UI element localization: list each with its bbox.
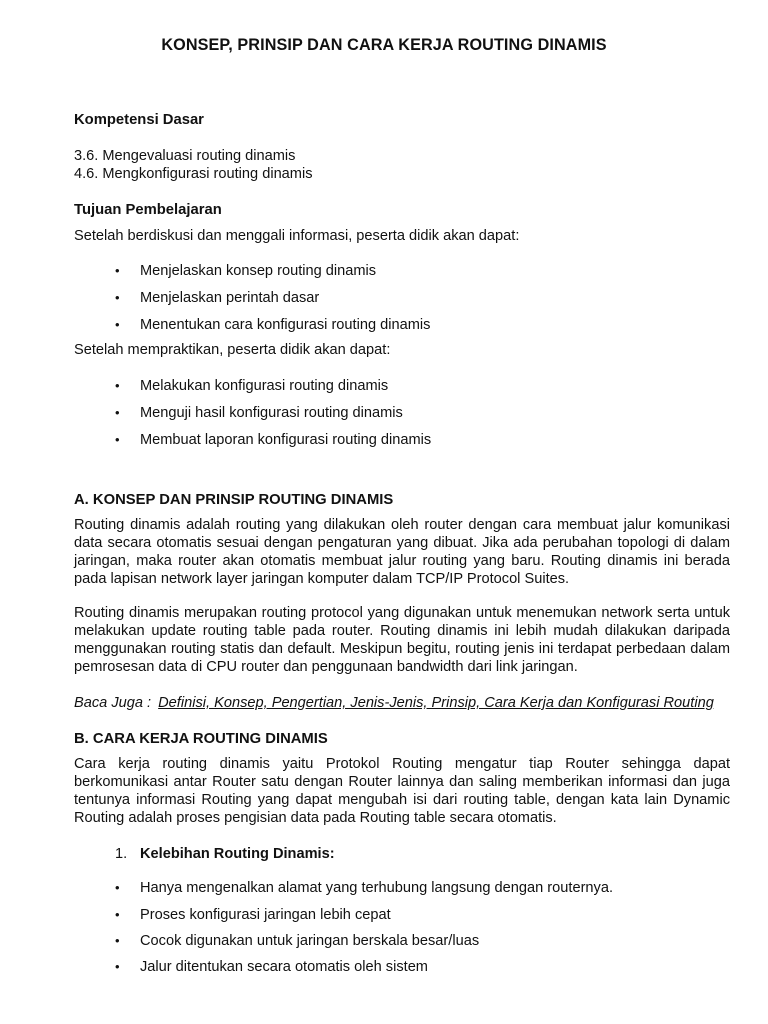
kompetensi-item: 3.6. Mengevaluasi routing dinamis bbox=[74, 148, 296, 164]
kompetensi-item: 4.6. Mengkonfigurasi routing dinamis bbox=[74, 166, 313, 182]
baca-juga-link[interactable]: Definisi, Konsep, Pengertian, Jenis-Jenis, Prinsip, Cara Kerja dan Konfigurasi Routing bbox=[158, 695, 714, 711]
list-item-text: Proses konfigurasi jaringan lebih cepat bbox=[140, 907, 391, 923]
tujuan-intro-1: Setelah berdiskusi dan menggali informasi, peserta didik akan dapat: bbox=[74, 228, 520, 244]
list-item-text: Cocok digunakan untuk jaringan berskala besar/luas bbox=[140, 933, 480, 949]
baca-juga bbox=[74, 694, 730, 712]
list-item-text: Jalur ditentukan secara otomatis oleh sistem bbox=[140, 959, 428, 975]
list-item-text: Menjelaskan konsep routing dinamis bbox=[140, 263, 377, 279]
list-item-text: Hanya mengenalkan alamat yang terhubung langsung dengan routernya. bbox=[140, 880, 614, 896]
bullet-icon: • bbox=[115, 290, 120, 305]
list-item-text: Menjelaskan perintah dasar bbox=[140, 290, 320, 306]
section-a-paragraph-2: Routing dinamis merupakan routing protocol yang digunakan untuk menemukan network serta untuk melakukan update routing table pada router. Routing dinamis ini lebih mudah dilakukan daripada menggunakan routing statis dan default. Meskipun begitu, routing jenis ini terdapat perbedaan dalam pemrosesan data di CPU router dan penggunaan bandwidth dari link jaringan. bbox=[74, 605, 730, 675]
bullet-icon: • bbox=[115, 378, 120, 393]
bullet-icon: • bbox=[115, 432, 120, 447]
bullet-icon: • bbox=[115, 317, 120, 332]
section-a-paragraph-1: Routing dinamis adalah routing yang dilakukan oleh router dengan cara membuat jalur komunikasi data secara otomatis sesuai dengan pengaturan yang dibuat. Jika ada perubahan topologi di dalam jaringan, maka router akan otomatis membuat jalur routing yang baru. Routing dinamis ini berada pada lapisan network layer jaringan komputer dalam TCP/IP Protocol Suites. bbox=[74, 517, 730, 587]
numbered-marker: 1. bbox=[115, 846, 128, 862]
section-b-heading: B. CARA KERJA ROUTING DINAMIS bbox=[74, 731, 328, 747]
page-title: KONSEP, PRINSIP DAN CARA KERJA ROUTING DINAMIS bbox=[161, 36, 607, 54]
baca-juga-label: Baca Juga : bbox=[74, 695, 152, 711]
bullet-icon: • bbox=[115, 959, 120, 974]
list-item-text: Menentukan cara konfigurasi routing dinamis bbox=[140, 317, 431, 333]
bullet-icon: • bbox=[115, 405, 120, 420]
list-item-text: Melakukan konfigurasi routing dinamis bbox=[140, 378, 389, 394]
bullet-icon: • bbox=[115, 933, 120, 948]
tujuan-heading: Tujuan Pembelajaran bbox=[74, 202, 222, 218]
kompetensi-heading: Kompetensi Dasar bbox=[74, 112, 204, 128]
tujuan-intro-2: Setelah mempraktikan, peserta didik akan dapat: bbox=[74, 342, 391, 358]
section-b-paragraph-1: Cara kerja routing dinamis yaitu Protokol Routing mengatur tiap Router sehingga dapat berkomunikasi antar Router satu dengan Router lainnya dan saling memberikan informasi dan juga tentunya informasi Routing yang dapat mengubah isi dari routing table, dengan kata lain Dynamic Routing adalah proses pengisian data pada Routing table secara otomatis. bbox=[74, 756, 730, 826]
list-item-text: Menguji hasil konfigurasi routing dinamis bbox=[140, 405, 403, 421]
numbered-item-text: Kelebihan Routing Dinamis: bbox=[140, 846, 335, 862]
bullet-icon: • bbox=[115, 263, 120, 278]
list-item-text: Membuat laporan konfigurasi routing dinamis bbox=[140, 432, 432, 448]
bullet-icon: • bbox=[115, 880, 120, 895]
bullet-icon: • bbox=[115, 907, 120, 922]
section-a-heading: A. KONSEP DAN PRINSIP ROUTING DINAMIS bbox=[74, 492, 394, 508]
